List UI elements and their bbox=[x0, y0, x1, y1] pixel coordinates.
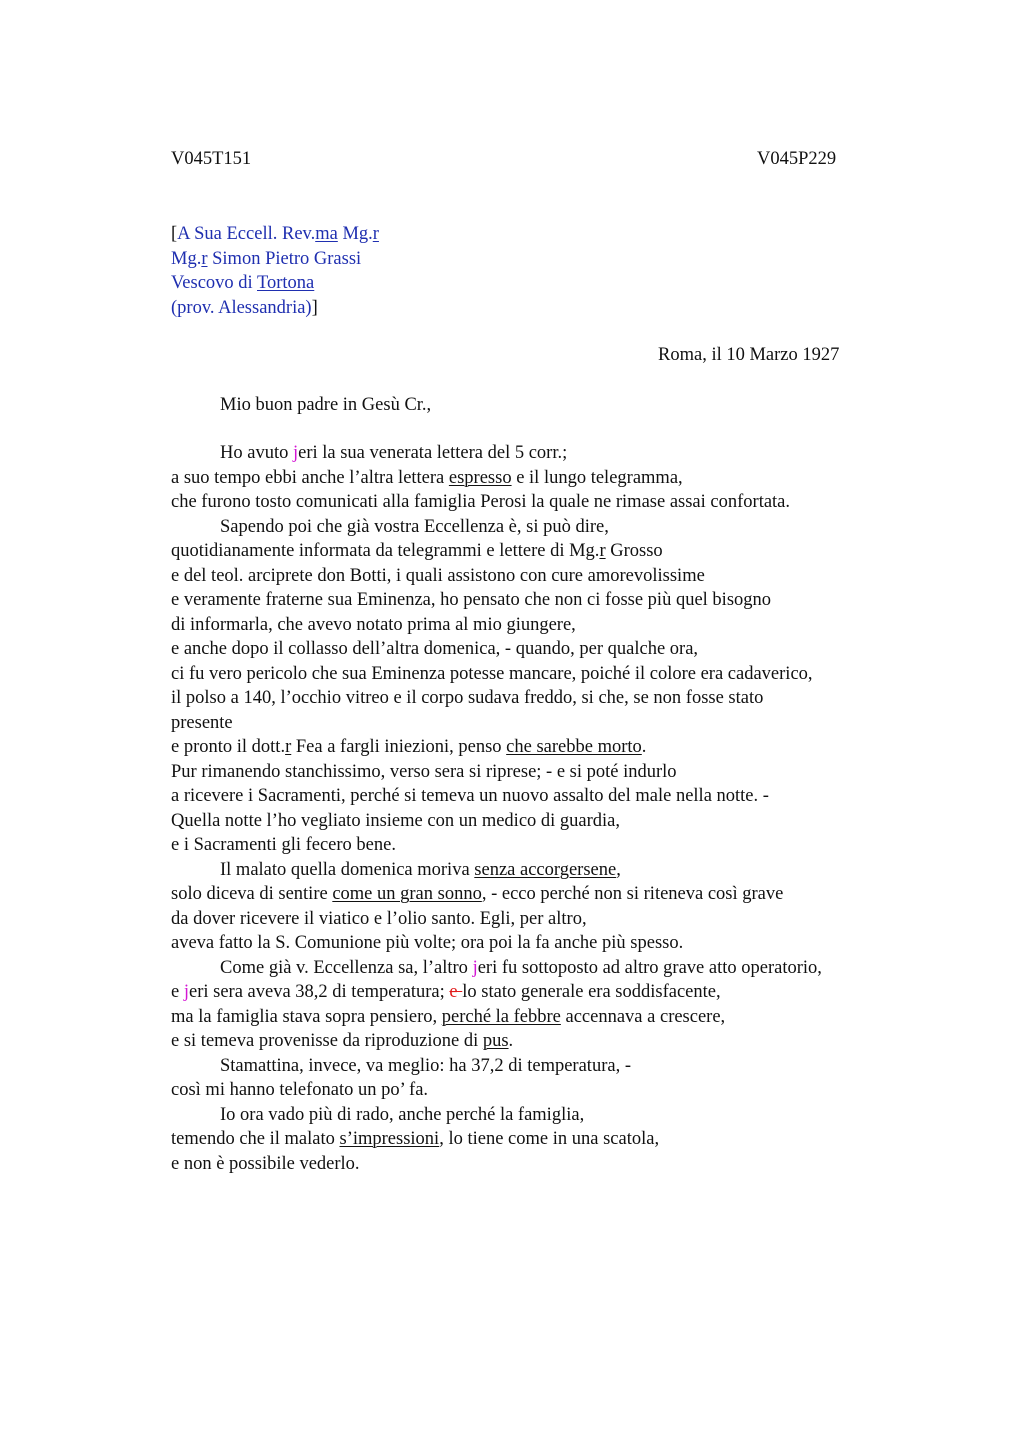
letter-date: Roma, il 10 Marzo 1927 bbox=[658, 345, 840, 365]
body-line: temendo che il malato s’impressioni, lo tiene come in una scatola, bbox=[171, 1129, 660, 1149]
addressee-line-1: [A Sua Eccell. Rev.ma Mg.r bbox=[171, 224, 379, 244]
addressee-line-3: Vescovo di Tortona bbox=[171, 273, 315, 293]
deleted-text: e bbox=[449, 982, 463, 1002]
body-line: ci fu vero pericolo che sua Eminenza potesse mancare, poiché il colore era cadaverico, bbox=[171, 663, 813, 684]
body-line: e si temeva provenisse da riproduzione di pus. bbox=[171, 1031, 514, 1051]
body-line: Io ora vado più di rado, anche perché la famiglia, bbox=[220, 1104, 585, 1125]
body-line: Stamattina, invece, va meglio: ha 37,2 di temperatura, - bbox=[220, 1055, 631, 1076]
body-line: Quella notte l’ho vegliato insieme con un medico di guardia, bbox=[171, 810, 621, 831]
body-line: Il malato quella domenica moriva senza accorgersene, bbox=[220, 859, 621, 880]
body-line: Ho avuto jeri la sua venerata lettera del 5 corr.; bbox=[220, 443, 568, 463]
letter-body bbox=[171, 441, 911, 1176]
body-line: ma la famiglia stava sopra pensiero, perché la febbre accennava a crescere, bbox=[171, 1006, 726, 1027]
body-line: e i Sacramenti gli fecero bene. bbox=[171, 835, 396, 855]
addressee-block bbox=[171, 222, 379, 320]
body-line: e pronto il dott.r Fea a fargli iniezioni, penso che sarebbe morto. bbox=[171, 737, 647, 757]
salutation: Mio buon padre in Gesù Cr., bbox=[220, 395, 432, 415]
body-line: Sapendo poi che già vostra Eccellenza è, si può dire, bbox=[220, 516, 609, 537]
body-line: Come già v. Eccellenza sa, l’altro jeri fu sottoposto ad altro grave atto operatorio, bbox=[220, 957, 822, 978]
body-line: presente bbox=[171, 712, 233, 733]
body-line: di informarla, che avevo notato prima al mio giungere, bbox=[171, 614, 576, 635]
addressee-line-4: (prov. Alessandria)] bbox=[171, 297, 318, 318]
document-code-left: V045T151 bbox=[171, 149, 252, 169]
emendation-mark: j bbox=[183, 982, 189, 1002]
body-line: e jeri sera aveva 38,2 di temperatura; e lo stato generale era soddisfacente, bbox=[171, 982, 721, 1002]
body-line: che furono tosto comunicati alla famiglia Perosi la quale ne rimase assai confortata. bbox=[171, 492, 791, 512]
body-line: e anche dopo il collasso dell’altra domenica, - quando, per qualche ora, bbox=[171, 639, 699, 659]
body-line: quotidianamente informata da telegrammi e lettere di Mg.r Grosso bbox=[171, 541, 663, 561]
body-line: a ricevere i Sacramenti, perché si temeva un nuovo assalto del male nella notte. - bbox=[171, 786, 769, 806]
body-line: e non è possibile vederlo. bbox=[171, 1153, 360, 1174]
body-line: aveva fatto la S. Comunione più volte; ora poi la fa anche più spesso. bbox=[171, 933, 684, 953]
body-line: il polso a 140, l’occhio vitreo e il corpo sudava freddo, si che, se non fosse stato bbox=[171, 688, 764, 708]
emendation-mark: j bbox=[472, 957, 478, 978]
body-line: e del teol. arciprete don Botti, i quali assistono con cure amorevolissime bbox=[171, 565, 705, 586]
document-code-right: V045P229 bbox=[757, 149, 837, 169]
body-line: e veramente fraterne sua Eminenza, ho pensato che non ci fosse più quel bisogno bbox=[171, 590, 772, 610]
body-line: da dover ricevere il viatico e l’olio santo. Egli, per altro, bbox=[171, 908, 587, 929]
body-line: a suo tempo ebbi anche l’altra lettera espresso e il lungo telegramma, bbox=[171, 467, 683, 488]
emendation-mark: j bbox=[292, 443, 299, 463]
addressee-line-2: Mg.r Simon Pietro Grassi bbox=[171, 248, 362, 269]
body-line: Pur rimanendo stanchissimo, verso sera si riprese; - e si poté indurlo bbox=[171, 761, 677, 782]
body-line: così mi hanno telefonato un po’ fa. bbox=[171, 1080, 429, 1100]
body-line: solo diceva di sentire come un gran sonno, - ecco perché non si riteneva così grave bbox=[171, 884, 784, 904]
